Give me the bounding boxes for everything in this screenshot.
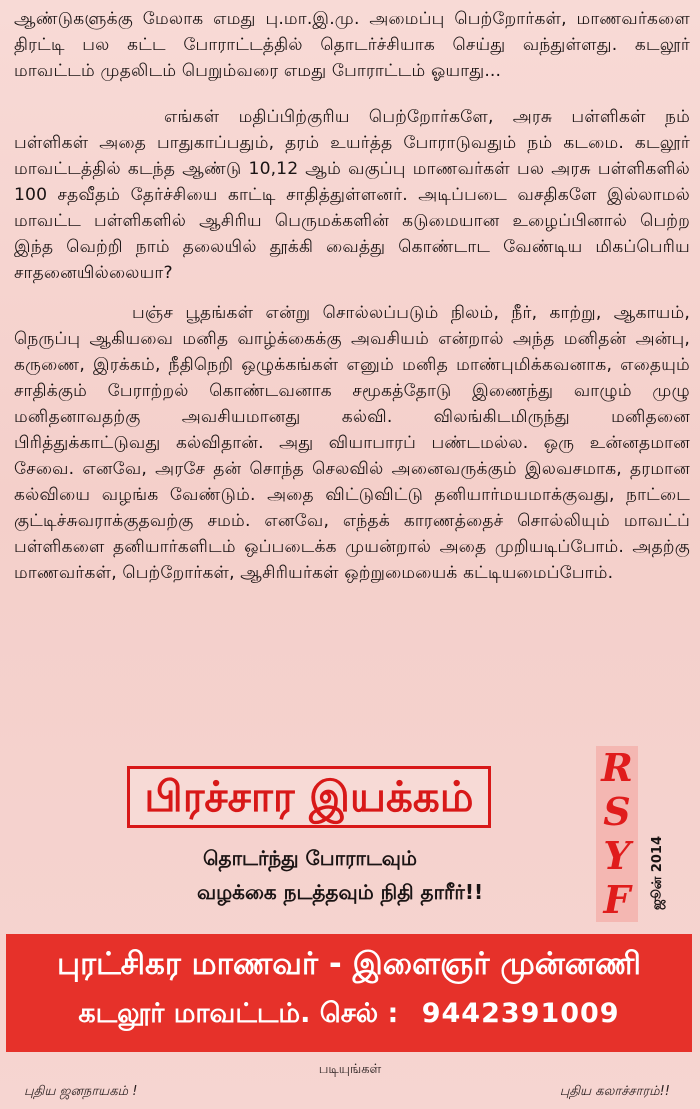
issue-date: ஜூன் 2014 [650,835,665,910]
organization-banner [6,934,692,1052]
contact-line [6,994,692,1034]
rsyf-logo-badge [596,746,638,922]
phone-number: 9442391009 [421,998,620,1029]
footer-publication-left: புதிய ஜனநாயகம் ! [24,1084,138,1099]
organization-name: புரட்சிகர மாணவர் - இளைஞர் முன்னணி [57,946,641,982]
campaign-slogan-2: வழக்கை நடத்தவும் நிதி தாரீர்!! [196,880,484,904]
footer-read-label: படியுங்கள் [318,1062,382,1077]
article-body [14,6,690,600]
article-intro-paragraph: ஆண்டுகளுக்கு மேலாக எமது பு.மா.இ.மு. அமைப்பு பெற்றோர்கள், மாணவர்களை திரட்டி பல கட்ட போராட்டத்தில் தொடர்ச்சியாக செய்து வந்துள்ளது. கடலூர் மாவட்டம் முதலிடம் பெறும்வரை எமது போராட்டம் ஓயாது... [14,9,690,81]
article-paragraph-parents: எங்கள் மதிப்பிற்குரிய பெற்றோர்களே, அரசு பள்ளிகள் நம் பள்ளிகள் அதை பாதுகாப்பதும், தரம் உயர்த்த போராடுவதும் நம் கடமை. கடலூர் மாவட்டத்தில் கடந்த ஆண்டு 10,12 ஆம் வகுப்பு மாணவர்கள் பல அரசு பள்ளிகளில் 100 சதவீதம் தேர்ச்சியை காட்டி சாதித்துள்ளனர். அடிப்படை வசதிகளே இல்லாமல் மாவட்ட பள்ளிகளில் ஆசிரிய பெருமக்களின் கடுமையான உழைப்பினால் பெற்ற இந்த வெற்றி நாம் தலையில் தூக்கி வைத்து கொண்டாட வேண்டிய மிகப்பெரிய சாதனையில்லையா? [14,107,690,283]
article-paragraph-education: பஞ்ச பூதங்கள் என்று சொல்லப்படும் நிலம், நீர், காற்று, ஆகாயம், நெருப்பு ஆகியவை மனித வாழ்க்கைக்கு அவசியம் என்றால் அந்த மனிதன் அன்பு, கருணை, இரக்கம், நீதிநெறி ஒழுக்கங்கள் எனும் மனித மாண்புமிக்கவனாக, எதையும் சாதிக்கும் பேராற்றல் கொண்டவனாக சமூகத்தோடு இணைந்து வாழும் முழு மனிதனாவதற்கு அவசியமானது கல்வி. விலங்கிடமிருந்து மனிதனை பிரித்துக்காட்டுவது கல்விதான். அது வியாபாரப் பண்டமல்ல. ஒரு உன்னதமான சேவை. எனவே, அரசே தன் சொந்த செலவில் அனைவருக்கும் இலவசமாக, தரமான கல்வியை வழங்க வேண்டும். அதை விட்டுவிட்டு தனியார்மயமாக்குவது, நாட்டை குட்டிச்சுவராக்குதவற்கு சமம். எனவே, எந்தக் காரணத்தைச் சொல்லியும் மாவட்ப் பள்ளிகளை தனியார்களிடம் ஒப்படைக்க முயன்றால் அதை முறியடிப்போம். அதற்கு மாணவர்கள், பெற்றோர்கள், ஆசிரியர்கள் ஒற்றுமையைக் கட்டியமைப்போம். [14,303,690,583]
footer-publication-right: புதிய கலாச்சாரம்!! [559,1084,670,1099]
rsyf-letter-r: R [601,745,633,790]
rsyf-letter-f: F [603,877,631,922]
campaign-heading-block [40,766,578,826]
campaign-title: பிரச்சார இயக்கம் [127,766,490,828]
campaign-slogan-1: தொடர்ந்து போராடவும் [202,846,417,870]
rsyf-letter-s: S [603,789,631,834]
district-label: கடலூர் மாவட்டம். செல் : [78,998,399,1029]
rsyf-letter-y: Y [603,833,631,878]
